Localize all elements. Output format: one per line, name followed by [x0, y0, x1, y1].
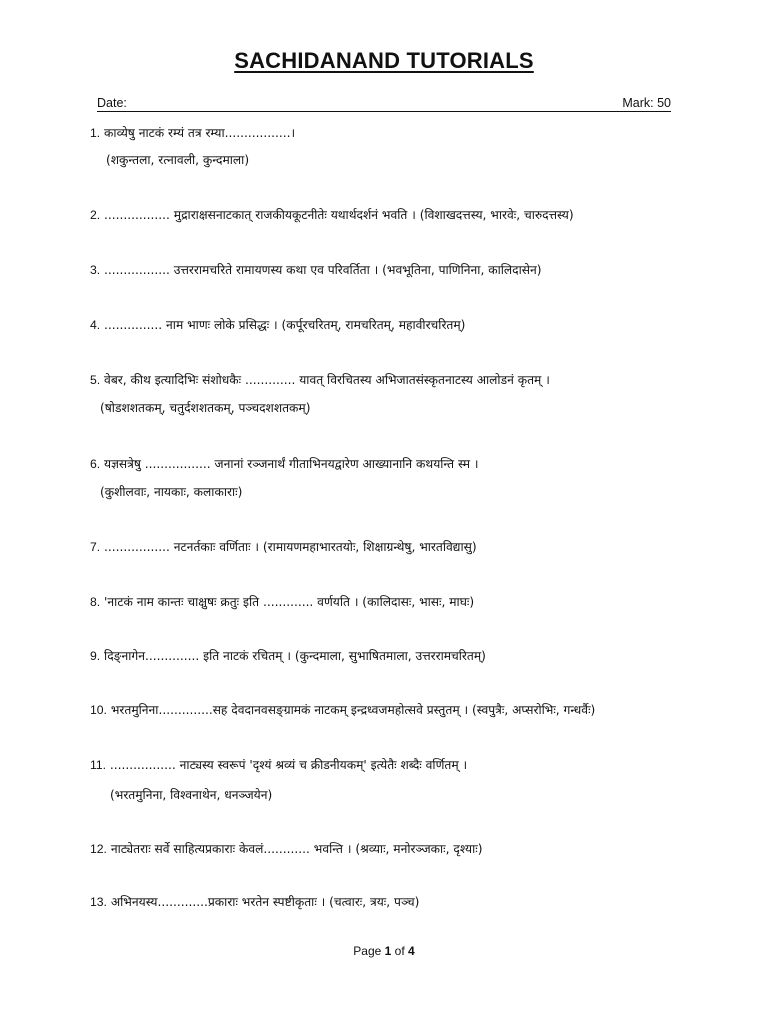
- question-number: 9.: [90, 649, 101, 663]
- question-4: [90, 316, 465, 333]
- header-row: [97, 96, 671, 112]
- page-footer: [0, 944, 768, 958]
- question-13: [90, 893, 419, 910]
- question-text: वेबर, कीथ इत्यादिभिः संशोधकैः ............. यावत् विरचितस्य अभिजातसंस्कृतनाटस्य आलोडनं कृतम् ।: [104, 373, 550, 387]
- question-10: [90, 701, 595, 718]
- question-text: ............... नाम भाणः लोके प्रसिद्धः । (कर्पूरचरितम्, रामचरितम्, महावीरचरितम्): [104, 318, 466, 332]
- mark-label: Mark: 50: [622, 96, 671, 110]
- question-text: 'नाटकं नाम कान्तः चाक्षुषः क्रतुः इति ............. वर्णयति । (कालिदासः, भासः, माघः): [104, 595, 475, 609]
- page-word: Page: [353, 944, 382, 958]
- question-5-options: (षोडशशतकम्, चतुर्दशशतकम्, पञ्चदशशतकम्): [100, 401, 311, 415]
- date-label: Date:: [97, 96, 127, 110]
- question-number: 3.: [90, 263, 101, 277]
- question-3: [90, 261, 542, 278]
- question-11: [90, 756, 467, 773]
- question-1-options: (शकुन्तला, रत्नावली, कुन्दमाला): [106, 153, 250, 167]
- question-text: दिङ्नागेन.............. इति नाटकं रचितम् । (कुन्दमाला, सुभाषितमाला, उत्तररामचरितम्): [104, 649, 486, 663]
- question-7: [90, 538, 477, 555]
- question-text: यज्ञसत्रेषु ................. जनानां रञ्जनार्थं गीताभिनयद्वारेण आख्यानानि कथयन्ति स्म ।: [104, 457, 479, 471]
- question-text: नाट्येतराः सर्वे साहित्यप्रकाराः केवलं............ भवन्ति । (श्रव्याः, मनोरञ्जकाः, दृश्याः): [110, 842, 483, 856]
- question-text: ................. नटनर्तकाः वर्णिताः । (रामायणमहाभारतयोः, शिक्षाग्रन्थेषु, भारतविद्यासु): [104, 540, 477, 554]
- question-number: 2.: [90, 208, 101, 222]
- question-text: ................. नाट्यस्य स्वरूपं 'दृश्यं श्रव्यं च क्रीडनीयकम्' इत्येतैः शब्दैः वर्णितम् ।: [109, 758, 468, 772]
- page-number: 1: [384, 944, 392, 958]
- question-number: 5.: [90, 373, 101, 387]
- question-number: 6.: [90, 457, 101, 471]
- question-number: 4.: [90, 318, 101, 332]
- question-2: [90, 206, 574, 223]
- question-number: 7.: [90, 540, 101, 554]
- question-text: भरतमुनिना..............सह देवदानवसङ्ग्रामकं नाटकम् इन्द्रध्वजमहोत्सवे प्रस्तुतम् । (स्वपुत्रैः, अप्सरोभिः, गन्धर्वैः): [110, 703, 596, 717]
- question-text: ................. मुद्राराक्षसनाटकात् राजकीयकूटनीतेः यथार्थदर्शनं भवति । (विशाखदत्तस्य, भारवेः, चारुदत्तस्य): [104, 208, 574, 222]
- question-6: [90, 455, 479, 472]
- of-word: of: [394, 944, 405, 958]
- question-12: [90, 840, 482, 857]
- question-number: 10.: [90, 703, 107, 717]
- page-total: 4: [408, 944, 415, 958]
- question-text: अभिनयस्य.............प्रकाराः भरतेन स्पष्टीकृताः । (चत्वारः, त्रयः, पञ्च): [110, 895, 420, 909]
- question-11-options: (भरतमुनिना, विश्वनाथेन, धनञ्जयेन): [110, 788, 273, 802]
- question-8: [90, 593, 474, 610]
- question-text: ................. उत्तररामचरिते रामायणस्य कथा एव परिवर्तिता । (भवभूतिना, पाणिनिना, कालिदासेन): [104, 263, 542, 277]
- question-1: [90, 124, 295, 141]
- question-5: [90, 371, 550, 388]
- question-number: 11.: [90, 758, 107, 772]
- question-9: [90, 647, 486, 664]
- question-number: 8.: [90, 595, 101, 609]
- question-number: 12.: [90, 842, 107, 856]
- question-6-options: (कुशीलवाः, नायकाः, कलाकाराः): [100, 485, 243, 499]
- question-number: 13.: [90, 895, 107, 909]
- page-title: SACHIDANAND TUTORIALS: [234, 48, 534, 73]
- question-text: काव्येषु नाटकं रम्यं तत्र रम्या.................।: [104, 126, 296, 140]
- question-number: 1.: [90, 126, 101, 140]
